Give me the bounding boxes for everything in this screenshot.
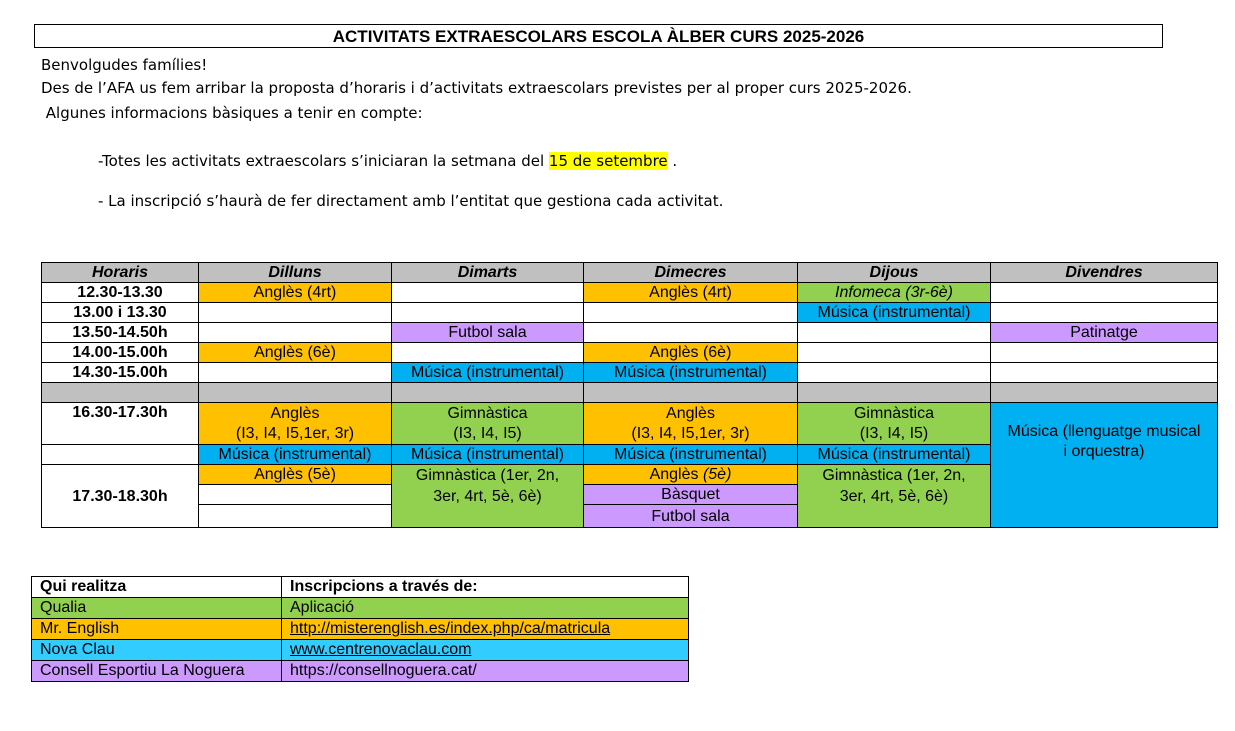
activity-cell: Música (llenguatge musical i orquestra) — [991, 403, 1218, 528]
schedule-table — [41, 262, 1218, 528]
activity-cell: Anglès (6è) — [584, 343, 798, 363]
legend-row — [32, 619, 689, 640]
table-row — [42, 403, 1218, 445]
activity-groups: (I3, I4, I5,1er, 3r) — [631, 424, 750, 442]
table-row — [42, 323, 1218, 343]
empty-cell — [798, 363, 991, 383]
legend-header-how: Inscripcions a través de: — [282, 577, 689, 598]
break-cell — [798, 383, 991, 403]
activity-groups: (I3, I4, I5) — [453, 424, 522, 442]
empty-cell — [392, 303, 584, 323]
activity-cell: Bàsquet — [584, 485, 798, 505]
activity-cell: Anglès (4rt) — [584, 283, 798, 303]
legend-link[interactable]: www.centrenovaclau.com — [282, 640, 689, 661]
activity-cell: Patinatge — [991, 323, 1218, 343]
header-dimarts: Dimarts — [392, 263, 584, 283]
header-horaris: Horaris — [42, 263, 199, 283]
table-row — [42, 283, 1218, 303]
table-row — [42, 363, 1218, 383]
break-cell — [991, 383, 1218, 403]
time-cell: 13.00 i 13.30 — [42, 303, 199, 323]
empty-cell — [392, 283, 584, 303]
activity-groups: (I3, I4, I5) — [859, 424, 929, 442]
break-cell — [392, 383, 584, 403]
page-title: ACTIVITATS EXTRAESCOLARS ESCOLA ÀLBER CURS 2025-2026 — [34, 24, 1163, 48]
empty-cell — [42, 445, 199, 465]
legend-row — [32, 640, 689, 661]
schedule-header-row — [42, 263, 1218, 283]
time-cell: 13.50-14.50h — [42, 323, 199, 343]
time-cell: 16.30-17.30h — [42, 403, 199, 445]
empty-cell — [798, 343, 991, 363]
activity-cell: Anglès (4rt) — [199, 283, 392, 303]
activity-cell — [584, 403, 798, 445]
legend-header-row — [32, 577, 689, 598]
intro-line: Des de l’AFA us fem arribar la proposta d’horaris i d’activitats extraescolars previstes per al proper curs 2025-2026. — [41, 79, 912, 97]
activity-name: Gimnàstica — [853, 404, 935, 422]
legend-link[interactable]: https://consellnoguera.cat/ — [282, 661, 689, 682]
time-cell: 17.30-18.30h — [42, 465, 199, 528]
legend-how: Aplicació — [282, 598, 689, 619]
activity-cell: Música (instrumental) — [392, 363, 584, 383]
empty-cell — [584, 323, 798, 343]
empty-cell — [991, 303, 1218, 323]
legend-who: Qualia — [32, 598, 282, 619]
break-row — [42, 383, 1218, 403]
legend-row — [32, 661, 689, 682]
legend-who: Nova Clau — [32, 640, 282, 661]
bullet-inscription: - La inscripció s’haurà de fer directament amb l’entitat que gestiona cada activitat. — [98, 192, 724, 210]
intro-info-heading: Algunes informacions bàsiques a tenir en compte: — [41, 104, 423, 122]
activity-cell — [584, 465, 798, 485]
empty-cell — [199, 303, 392, 323]
activity-cell: Anglès (5è) — [199, 465, 392, 485]
bullet-start-text: -Totes les activitats extraescolars s’iniciaran la setmana del — [98, 152, 549, 170]
empty-cell — [392, 343, 584, 363]
empty-cell — [991, 363, 1218, 383]
empty-cell — [199, 505, 392, 528]
activity-cell: Gimnàstica (1er, 2n, 3er, 4rt, 5è, 6è) — [392, 465, 584, 528]
activity-cell: Música (instrumental) — [798, 445, 991, 465]
activity-cell: Anglès (6è) — [199, 343, 392, 363]
bullet-start-date — [98, 151, 677, 171]
empty-cell — [991, 283, 1218, 303]
activity-cell — [392, 403, 584, 445]
empty-cell — [991, 343, 1218, 363]
activity-cell: Música (instrumental) — [392, 445, 584, 465]
activity-cell: Música (instrumental) — [199, 445, 392, 465]
activity-cell: Música (instrumental) — [798, 303, 991, 323]
table-row — [42, 343, 1218, 363]
break-cell — [42, 383, 199, 403]
header-dilluns: Dilluns — [199, 263, 392, 283]
legend-who: Consell Esportiu La Noguera — [32, 661, 282, 682]
activity-cell: Infomeca (3r-6è) — [798, 283, 991, 303]
legend-table — [31, 576, 689, 682]
activity-cell: Gimnàstica (1er, 2n, 3er, 4rt, 5è, 6è) — [798, 465, 991, 528]
header-dijous: Dijous — [798, 263, 991, 283]
activity-name: Gimnàstica — [447, 404, 528, 422]
legend-who: Mr. English — [32, 619, 282, 640]
activity-cell — [199, 403, 392, 445]
activity-groups: (5è) — [702, 466, 732, 483]
legend-row — [32, 598, 689, 619]
empty-cell — [199, 363, 392, 383]
table-row — [42, 303, 1218, 323]
time-cell: 14.30-15.00h — [42, 363, 199, 383]
empty-cell — [199, 323, 392, 343]
break-cell — [584, 383, 798, 403]
activity-name: Anglès — [270, 404, 320, 422]
activity-groups: (I3, I4, I5,1er, 3r) — [235, 424, 355, 442]
legend-header-who: Qui realitza — [32, 577, 282, 598]
legend-link[interactable]: http://misterenglish.es/index.php/ca/matricula — [282, 619, 689, 640]
empty-cell — [798, 323, 991, 343]
activity-cell: Futbol sala — [392, 323, 584, 343]
greeting: Benvolgudes famílies! — [41, 56, 208, 74]
break-cell — [199, 383, 392, 403]
activity-cell — [798, 403, 991, 445]
empty-cell — [584, 303, 798, 323]
time-cell: 12.30-13.30 — [42, 283, 199, 303]
header-dimecres: Dimecres — [584, 263, 798, 283]
activity-cell: Música (instrumental) — [584, 363, 798, 383]
start-date-highlight: 15 de setembre — [548, 152, 668, 170]
activity-name: Anglès — [666, 404, 715, 422]
header-divendres: Divendres — [991, 263, 1218, 283]
activity-cell: Música (instrumental) — [584, 445, 798, 465]
activity-name: Anglès — [649, 466, 703, 483]
bullet-start-end: . — [667, 152, 678, 170]
time-cell: 14.00-15.00h — [42, 343, 199, 363]
empty-cell — [199, 485, 392, 505]
activity-cell: Futbol sala — [584, 505, 798, 528]
